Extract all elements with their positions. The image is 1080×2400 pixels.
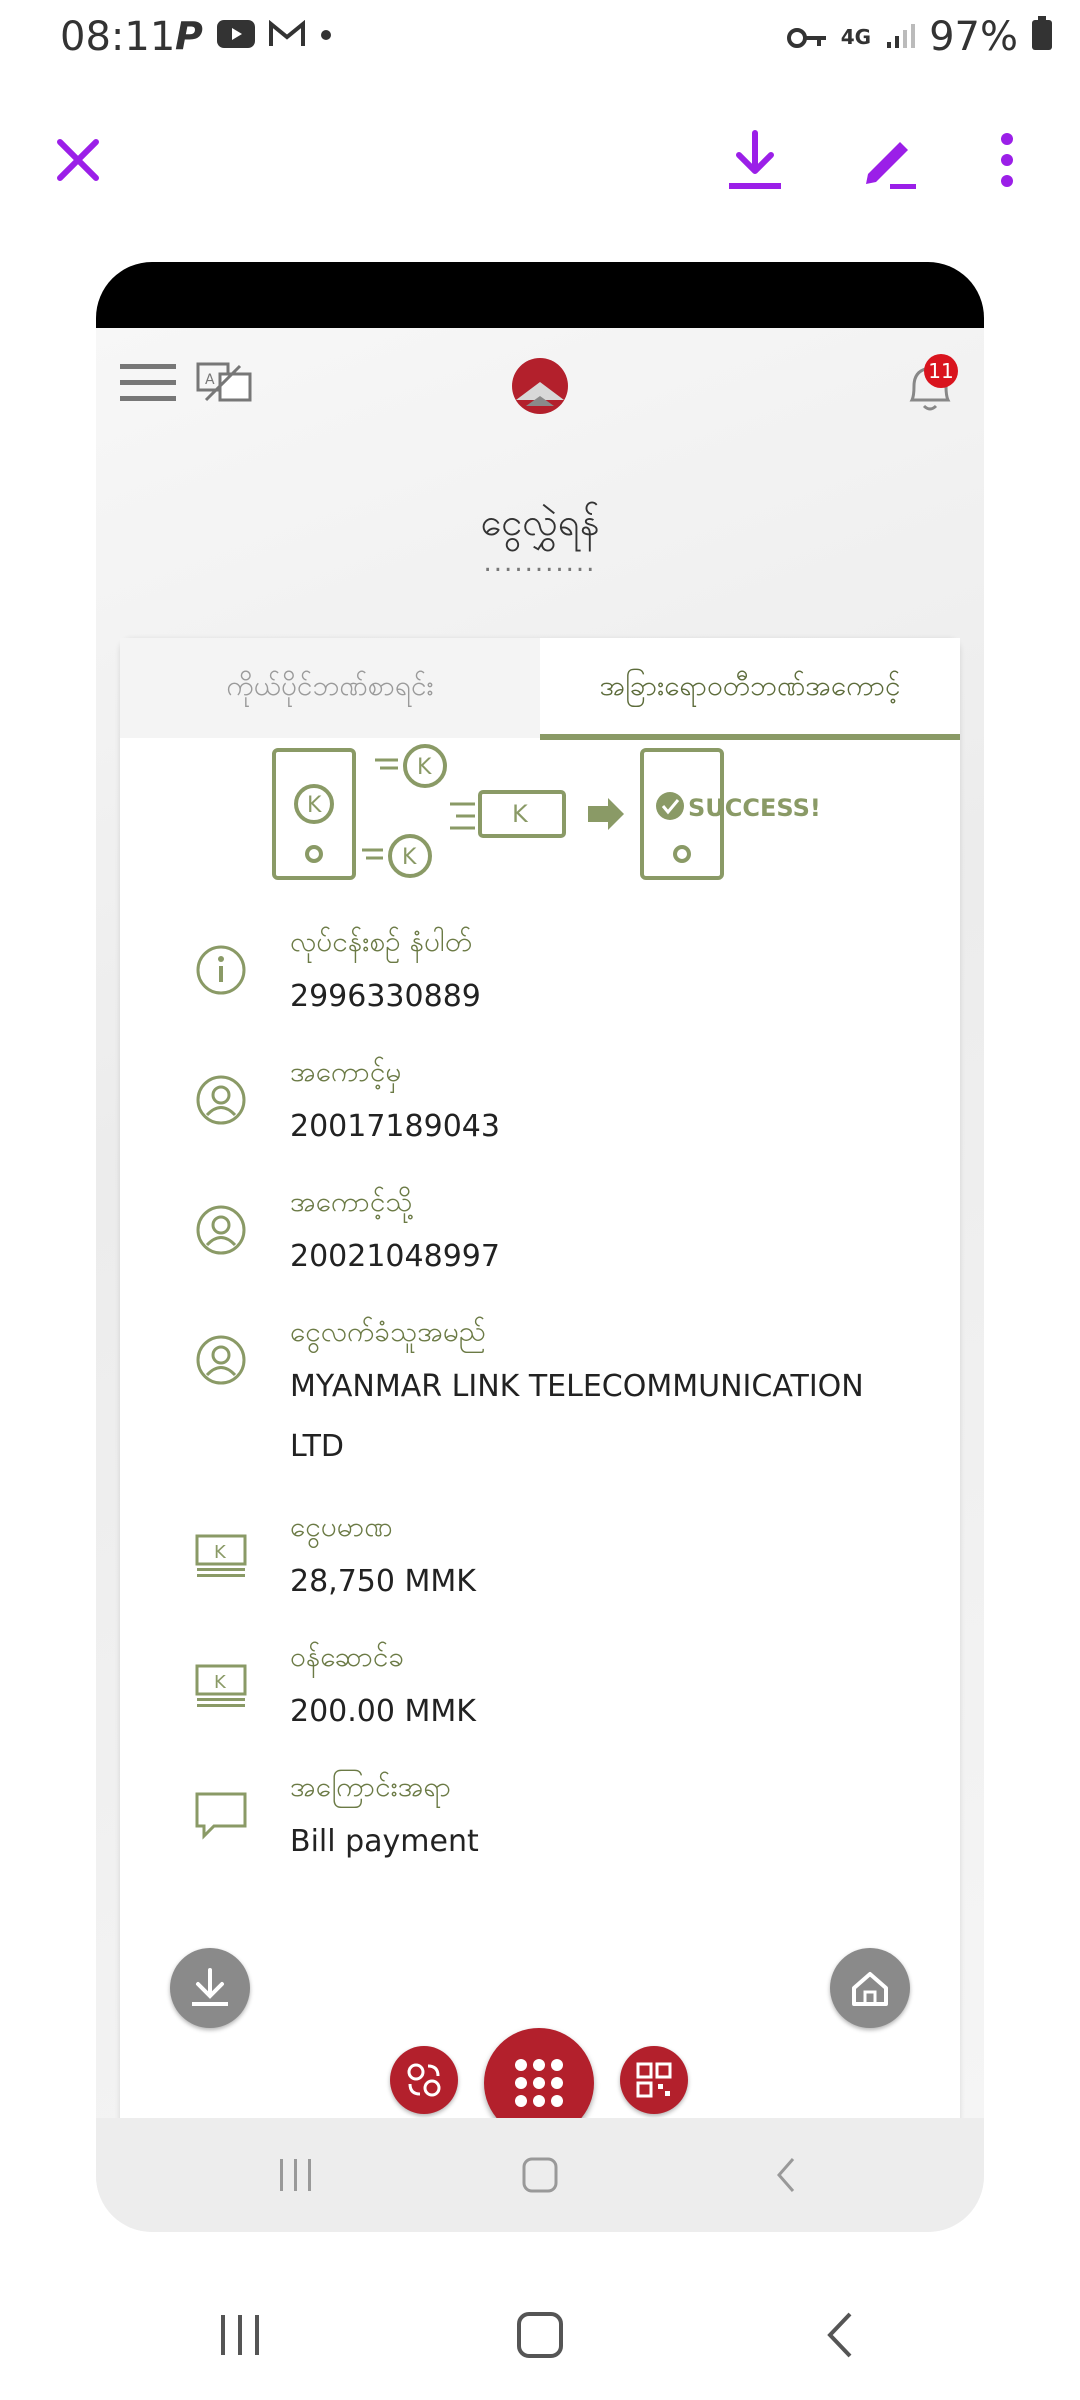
message-icon (190, 1784, 252, 1846)
detail-label: အကောင့်သို့ (290, 1185, 413, 1218)
download-receipt-button[interactable] (170, 1948, 250, 2028)
home-button-system[interactable] (500, 2300, 580, 2370)
svg-text:K: K (512, 800, 528, 828)
qr-code-icon (634, 2060, 674, 2100)
svg-text:K: K (417, 755, 432, 780)
key-icon (787, 14, 827, 60)
detail-label: ငွေပမာဏ (290, 1510, 393, 1543)
p-icon: P (175, 14, 203, 58)
hamburger-icon (120, 362, 176, 404)
detail-label: ငွေလက်ခံသူအမည် (290, 1315, 486, 1348)
status-notification-icons (175, 14, 333, 58)
recents-icon (217, 2313, 263, 2357)
download-icon (727, 129, 783, 191)
detail-value: Bill payment (290, 1824, 479, 1859)
success-text: SUCCESS! (688, 794, 821, 822)
detail-row-amount (160, 1508, 940, 1618)
tab-own-account[interactable]: ကိုယ်ပိုင်ဘဏ်စာရင်း (120, 638, 540, 738)
more-options-button[interactable] (967, 120, 1047, 200)
detail-label: လုပ်ငန်းစဉ် နံပါတ် (290, 925, 473, 958)
inner-home-button[interactable] (510, 2148, 570, 2202)
svg-text:K: K (307, 793, 322, 818)
notifications-button[interactable] (902, 356, 958, 420)
detail-row-from-account (160, 1053, 940, 1163)
transfer-shortcut-button[interactable] (390, 2046, 458, 2114)
transfer-illustration (270, 744, 830, 884)
info-icon (190, 939, 252, 1001)
edit-button[interactable] (850, 120, 930, 200)
detail-value: 28,750 MMK (290, 1564, 476, 1599)
user-icon (190, 1069, 252, 1131)
title-underline-dots: ........... (483, 548, 597, 578)
svg-text:K: K (402, 845, 417, 870)
detail-row-recipient-name (160, 1313, 940, 1483)
user-icon (190, 1199, 252, 1261)
network-type: 4G (840, 25, 872, 49)
detail-value: 200.00 MMK (290, 1694, 476, 1729)
detail-row-fee (160, 1638, 940, 1748)
signal-icon (885, 14, 915, 60)
qr-button[interactable] (620, 2046, 688, 2114)
user-icon (190, 1329, 252, 1391)
back-chevron-icon (822, 2310, 858, 2360)
more-icon (1000, 132, 1014, 188)
back-chevron-icon (771, 2155, 801, 2195)
svg-text:K: K (214, 1672, 226, 1693)
money-icon (190, 1654, 252, 1716)
detail-label: အကောင့်မှ (290, 1055, 402, 1088)
inner-navigation-bar (96, 2118, 984, 2232)
home-button[interactable] (830, 1948, 910, 2028)
page-title: ငွေလွှဲရန် (480, 500, 600, 544)
inner-recents-button[interactable] (266, 2148, 326, 2202)
detail-value: 20017189043 (290, 1109, 500, 1144)
detail-value: 2996330889 (290, 979, 481, 1014)
status-right (787, 14, 1052, 60)
home-icon (848, 1966, 892, 2010)
bank-logo (510, 356, 570, 420)
home-square-icon (520, 2155, 560, 2195)
success-banner (270, 744, 830, 884)
back-button[interactable] (800, 2300, 880, 2370)
menu-button[interactable] (120, 362, 176, 408)
notification-badge: 11 (924, 354, 958, 388)
recents-icon (276, 2157, 316, 2193)
inner-back-button[interactable] (756, 2148, 816, 2202)
svg-text:K: K (214, 1542, 226, 1563)
detail-label: အကြောင်းအရာ (290, 1770, 451, 1803)
recents-button[interactable] (200, 2300, 280, 2370)
battery-icon (1032, 14, 1052, 60)
app-screen (96, 328, 984, 2118)
language-button[interactable] (196, 360, 252, 410)
money-icon (190, 1524, 252, 1586)
detail-row-to-account (160, 1183, 940, 1293)
battery-percent: 97% (929, 14, 1018, 60)
detail-value: 20021048997 (290, 1239, 500, 1274)
youtube-icon (217, 20, 255, 52)
active-tab-indicator (540, 734, 960, 740)
svg-text:A: A (205, 372, 215, 388)
home-square-icon (515, 2310, 565, 2360)
tab-other-account[interactable]: အခြားရောဝတီဘဏ်အကောင့် (540, 638, 960, 738)
phone-top-bar (96, 262, 984, 328)
transfer-result-card (120, 638, 960, 2198)
detail-row-description (160, 1768, 940, 1878)
translate-icon (196, 360, 252, 406)
detail-label: ဝန်ဆောင်ခ (290, 1640, 405, 1673)
download-icon (188, 1966, 232, 2010)
download-button[interactable] (715, 120, 795, 200)
dot-icon (319, 27, 333, 46)
close-button[interactable] (38, 120, 118, 200)
edit-icon (860, 130, 920, 190)
grid-icon (509, 2053, 569, 2113)
screenshot-preview (96, 262, 984, 2232)
gmail-icon (269, 20, 305, 52)
detail-row-transaction-id (160, 923, 940, 1033)
exchange-icon (404, 2060, 444, 2100)
close-icon (55, 137, 101, 183)
status-time: 08:11 (60, 14, 176, 60)
detail-value: MYANMAR LINK TELECOMMUNICATION LTD (290, 1369, 864, 1464)
